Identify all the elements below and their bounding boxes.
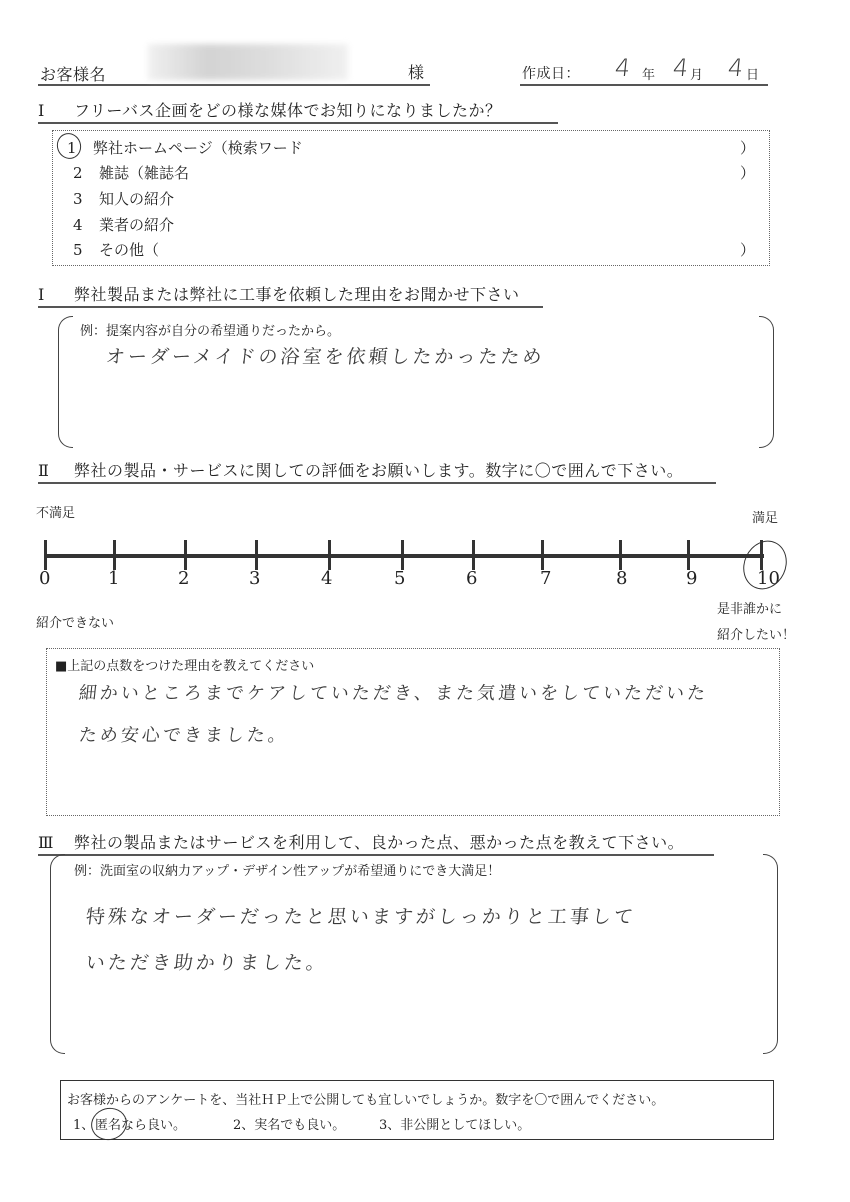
honorific: 様 (408, 63, 425, 82)
q3-heading (38, 458, 716, 484)
option-number: 5 (73, 241, 83, 259)
date-month[interactable]: 4 (671, 54, 693, 82)
scale-low-sublabel: 紹介できない (36, 616, 115, 631)
q1-option-5[interactable] (73, 239, 159, 263)
scale-option-10[interactable]: 10 (757, 568, 780, 589)
option-number: 4 (73, 216, 83, 234)
right-bracket (763, 854, 778, 1054)
q2-answer[interactable]: オーダーメイドの浴室を依頼したかったため (104, 346, 546, 368)
scale-high-sublabel-2: 紹介したい！ (717, 628, 796, 643)
q2-example: 例：提案内容が自分の希望通りだったから。 (80, 324, 341, 339)
q4-heading-text: 弊社の製品またはサービスを利用して、良かった点、悪かった点を教えて下さい。 (74, 833, 685, 852)
consent-box (60, 1080, 774, 1140)
left-bracket (50, 854, 65, 1054)
option-number: 1 (67, 139, 77, 157)
scale-tick (472, 540, 475, 570)
option-label: 業者の紹介 (99, 216, 175, 234)
q1-option-3[interactable] (73, 188, 174, 212)
option-close-paren: ） (739, 139, 755, 157)
option-label: 雑誌（雑誌名 (99, 164, 190, 182)
date-label: 作成日： (522, 66, 580, 82)
q1-option-2[interactable] (73, 162, 189, 186)
q4-answer-line-2[interactable]: いただき助かりました。 (84, 952, 330, 974)
scale-tick (255, 540, 258, 570)
scale-option-9[interactable]: 9 (686, 568, 698, 589)
q3-reason-line-2[interactable]: ため安心できました。 (77, 725, 290, 746)
q1-option-4[interactable] (73, 214, 174, 238)
q3-heading-num: Ⅱ (38, 461, 50, 480)
option-number: 2 (73, 164, 83, 182)
consent-option-1[interactable]: 匿名なら良い。 (95, 1118, 187, 1133)
scale-tick (113, 540, 116, 570)
q2-heading-text: 弊社製品または弊社に工事を依頼した理由をお聞かせ下さい (74, 285, 520, 304)
date-row (520, 54, 768, 86)
day-label: 日 (746, 68, 760, 83)
scale-tick (687, 540, 690, 570)
scale-option-0[interactable]: 0 (39, 568, 51, 589)
selected-circle-mark (87, 1104, 130, 1144)
customer-name-redacted[interactable] (148, 44, 348, 80)
q3-reason-box[interactable] (46, 648, 780, 816)
q3-reason-line-1[interactable]: 細かいところまでケアしていただき、また気遣いをしていただいた (77, 683, 710, 704)
scale-tick (44, 540, 47, 570)
q4-heading (38, 830, 714, 856)
option-close-paren: ） (739, 241, 755, 259)
q4-answer-box[interactable] (50, 854, 778, 1054)
scale-tick (401, 540, 404, 570)
scale-line (44, 554, 764, 558)
scale-option-3[interactable]: 3 (249, 568, 261, 589)
scale-option-7[interactable]: 7 (540, 568, 552, 589)
q4-heading-num: Ⅲ (38, 833, 54, 852)
q2-answer-box[interactable] (58, 316, 774, 448)
scale-tick (328, 540, 331, 570)
month-label: 月 (690, 68, 704, 83)
option-label: 知人の紹介 (99, 190, 175, 208)
consent-option-2[interactable]: 2、実名でも良い。 (233, 1118, 346, 1133)
scale-option-8[interactable]: 8 (616, 568, 628, 589)
scale-option-6[interactable]: 6 (466, 568, 478, 589)
q4-answer-line-1[interactable]: 特殊なオーダーだったと思いますがしっかりと工事して (84, 906, 638, 928)
q1-heading (38, 98, 558, 124)
scale-option-2[interactable]: 2 (178, 568, 190, 589)
q1-options-box (52, 130, 770, 266)
scale-high-label: 満足 (752, 511, 779, 526)
q1-heading-num: Ⅰ (38, 101, 45, 120)
scale-option-4[interactable]: 4 (321, 568, 333, 589)
scale-option-1[interactable]: 1 (108, 568, 120, 589)
q3-reason-prompt: ■上記の点数をつけた理由を教えてください (55, 659, 315, 674)
right-bracket (759, 316, 774, 448)
consent-option-1-num: 1、 (73, 1118, 95, 1133)
customer-name-row (38, 58, 430, 86)
consent-question: お客様からのアンケートを、当社ＨＰ上で公開しても宜しいでしょうか。数字を〇で囲んでください。 (67, 1093, 665, 1108)
q1-heading-text: フリーバス企画をどの様な媒体でお知りになりましたか？ (74, 101, 502, 120)
option-number: 3 (73, 190, 83, 208)
option-label: 弊社ホームページ（検索ワード (93, 139, 303, 157)
date-day[interactable]: 4 (726, 54, 748, 82)
scale-low-label: 不満足 (36, 506, 76, 521)
q1-option-1[interactable] (67, 137, 303, 161)
option-close-paren: ） (739, 164, 755, 182)
date-year[interactable]: 4 (613, 54, 635, 82)
customer-label: お客様名 (40, 65, 107, 84)
scale-option-5[interactable]: 5 (394, 568, 406, 589)
q4-example: 例：洗面室の収納力アップ・デザイン性アップが希望通りにでき大満足！ (74, 864, 501, 879)
q3-heading-text: 弊社の製品・サービスに関しての評価をお願いします。数字に〇で囲んで下さい。 (74, 461, 684, 480)
scale-numbers (0, 568, 850, 592)
scale-tick (541, 540, 544, 570)
option-label: その他（ (99, 241, 160, 259)
scale-tick (184, 540, 187, 570)
scale-high-sublabel-1: 是非誰かに (717, 602, 783, 617)
consent-option-3[interactable]: 3、非公開としてほしい。 (379, 1118, 531, 1133)
scale-tick (619, 540, 622, 570)
year-label: 年 (642, 68, 656, 83)
q2-heading-num: Ⅰ (38, 285, 45, 304)
left-bracket (58, 316, 73, 448)
q2-heading (38, 282, 543, 308)
